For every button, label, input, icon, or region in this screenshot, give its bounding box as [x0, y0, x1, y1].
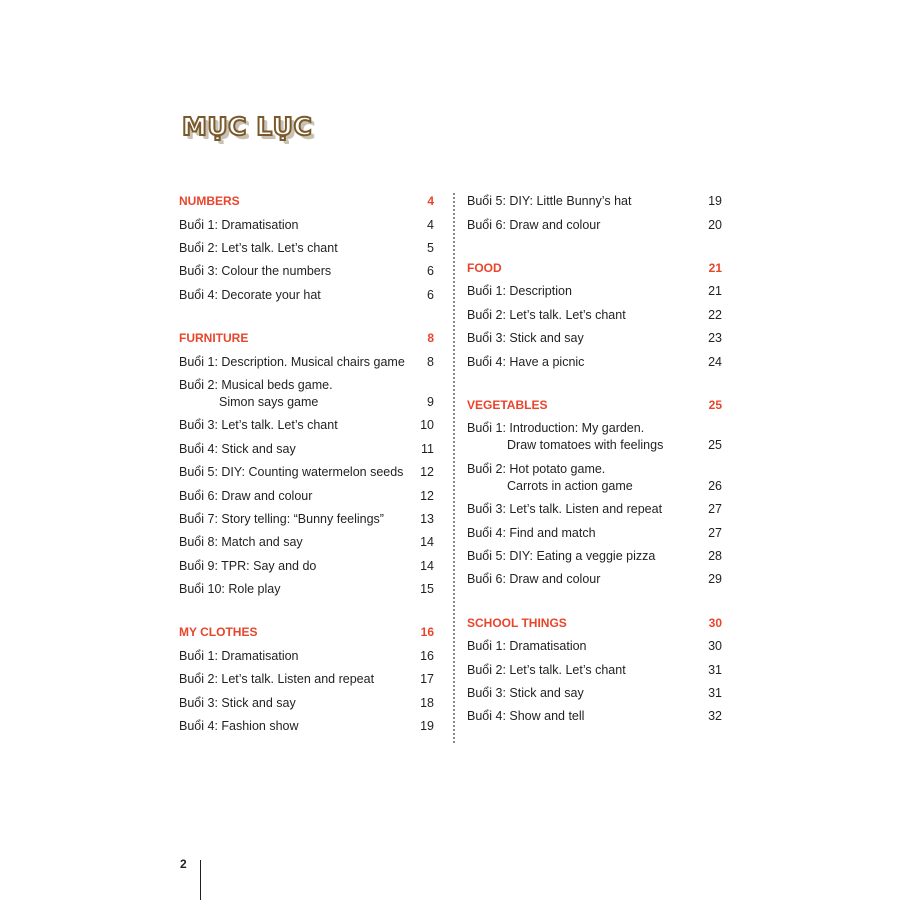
entry-title: Buổi 2: Musical beds game. [179, 378, 333, 393]
entry-title: Buổi 6: Draw and colour [179, 488, 313, 503]
entry-title: Buổi 5: DIY: Eating a veggie pizza [467, 548, 656, 563]
toc-entry [179, 484, 434, 507]
entry-text-block [467, 283, 572, 300]
entry-title: Buổi 3: Stick and say [179, 695, 296, 710]
entry-text-block [467, 330, 584, 347]
toc-section [179, 190, 434, 307]
entry-title: Buổi 1: Dramatisation [179, 648, 299, 663]
entry-text-block [467, 420, 663, 454]
toc-entry [467, 350, 722, 373]
entry-page: 31 [708, 662, 722, 677]
toc-entry [179, 351, 434, 374]
toc-entry [179, 555, 434, 578]
entry-page: 6 [427, 264, 434, 279]
entry-page: 28 [708, 548, 722, 563]
entry-title: Buổi 1: Description. Musical chairs game [179, 354, 405, 369]
toc-entry [467, 568, 722, 591]
entry-page: 22 [708, 307, 722, 322]
entry-page: 17 [420, 672, 434, 687]
entry-page: 19 [420, 719, 434, 734]
section-heading [467, 257, 722, 281]
entry-text-block [179, 354, 405, 371]
entry-page: 20 [708, 217, 722, 232]
section-page: 4 [427, 194, 434, 208]
entry-title-continued: Simon says game [219, 395, 319, 410]
toc-entry [467, 658, 722, 681]
page-number: 2 [180, 857, 187, 871]
section-page: 8 [427, 331, 434, 345]
entry-page: 14 [420, 558, 434, 573]
toc-entry [179, 438, 434, 461]
entry-text-block [467, 685, 584, 702]
entry-page: 14 [420, 535, 434, 550]
toc-section [179, 327, 434, 601]
entry-page: 5 [427, 241, 434, 256]
page-number-rule [200, 860, 201, 900]
entry-page: 9 [427, 395, 434, 410]
toc-entry [179, 214, 434, 237]
toc-entry [179, 692, 434, 715]
toc-section [467, 394, 722, 592]
entry-text-block [179, 417, 338, 434]
section-heading [179, 190, 434, 214]
entry-page: 27 [708, 525, 722, 540]
entry-title: Buổi 8: Match and say [179, 535, 303, 550]
entry-title: Buổi 6: Draw and colour [467, 217, 601, 232]
entry-title: Buổi 2: Let’s talk. Let’s chant [179, 241, 338, 256]
toc-entry [179, 715, 434, 738]
entry-title: Buổi 5: DIY: Little Bunny’s hat [467, 194, 632, 209]
column-divider [453, 193, 455, 743]
toc-entry [179, 461, 434, 484]
toc-entry [467, 458, 722, 498]
entry-title: Buổi 4: Show and tell [467, 709, 585, 724]
entry-title: Buổi 4: Stick and say [179, 441, 296, 456]
entry-title: Buổi 1: Introduction: My garden. [467, 421, 645, 436]
section-page: 25 [708, 397, 722, 412]
section-page: 21 [708, 260, 722, 275]
entry-page: 16 [420, 648, 434, 663]
entry-text-block [179, 671, 374, 688]
entry-text-block [467, 662, 626, 679]
toc-entry [467, 682, 722, 705]
toc-entry [467, 280, 722, 303]
entry-page: 12 [420, 488, 434, 503]
entry-title: Buổi 5: DIY: Counting watermelon seeds [179, 465, 404, 480]
entry-title: Buổi 1: Dramatisation [179, 217, 299, 232]
section-title: FOOD [467, 260, 502, 275]
toc-section [467, 612, 722, 729]
toc-entry [179, 668, 434, 691]
entry-text-block [179, 287, 321, 304]
entry-page: 10 [420, 418, 434, 433]
entry-text-block [179, 511, 384, 528]
entry-title: Buổi 10: Role play [179, 582, 281, 597]
entry-title: Buổi 9: TPR: Say and do [179, 558, 317, 573]
toc-entry [467, 635, 722, 658]
entry-text-block [179, 648, 299, 665]
toc-entry [179, 374, 434, 414]
entry-text-block [179, 217, 299, 234]
entry-page: 26 [708, 478, 722, 493]
entry-title: Buổi 3: Colour the numbers [179, 264, 332, 279]
toc-section [467, 190, 722, 237]
entry-page: 25 [708, 438, 722, 453]
entry-text-block [179, 263, 331, 280]
entry-page: 23 [708, 331, 722, 346]
entry-title: Buổi 4: Have a picnic [467, 354, 585, 369]
section-title: NUMBERS [179, 194, 240, 208]
toc-entry [467, 417, 722, 457]
entry-title-continued: Draw tomatoes with feelings [507, 438, 664, 453]
entry-text-block [179, 581, 280, 598]
entry-text-block [179, 464, 403, 481]
entry-text-block [467, 193, 631, 210]
section-heading [179, 327, 434, 351]
toc-entry [467, 190, 722, 213]
section-heading [179, 621, 434, 645]
section-heading [467, 394, 722, 418]
entry-page: 31 [708, 685, 722, 700]
toc-entry [179, 645, 434, 668]
toc-entry [467, 498, 722, 521]
entry-title: Buổi 2: Let’s talk. Let’s chant [467, 662, 626, 677]
section-title: VEGETABLES [467, 397, 548, 412]
entry-title: Buổi 4: Find and match [467, 525, 596, 540]
entry-page: 29 [708, 572, 722, 587]
toc-section [179, 621, 434, 738]
entry-text-block [467, 307, 626, 324]
toc-entry [467, 545, 722, 568]
toc-left-column [179, 190, 434, 758]
entry-text-block [467, 548, 655, 565]
entry-title: Buổi 3: Let’s talk. Listen and repeat [467, 502, 663, 517]
section-page: 16 [420, 625, 434, 640]
entry-title: Buổi 4: Decorate your hat [179, 287, 321, 302]
entry-title: Buổi 2: Let’s talk. Listen and repeat [179, 672, 375, 687]
entry-title: Buổi 1: Dramatisation [467, 639, 587, 654]
toc-entry [467, 213, 722, 236]
entry-page: 12 [420, 465, 434, 480]
entry-page: 6 [427, 287, 434, 302]
entry-page: 18 [420, 695, 434, 710]
entry-title: Buổi 2: Let’s talk. Let’s chant [467, 307, 626, 322]
entry-title: Buổi 3: Stick and say [467, 685, 584, 700]
entry-title: Buổi 1: Description [467, 284, 572, 299]
entry-page: 15 [420, 582, 434, 597]
section-title: FURNITURE [179, 331, 249, 345]
entry-page: 21 [708, 284, 722, 299]
entry-title: Buổi 6: Draw and colour [467, 572, 601, 587]
entry-page: 27 [708, 502, 722, 517]
toc-entry [179, 508, 434, 531]
entry-page: 8 [427, 354, 434, 369]
entry-title: Buổi 3: Let’s talk. Let’s chant [179, 418, 338, 433]
section-title: MY CLOTHES [179, 625, 258, 640]
toc-right-column [467, 190, 722, 749]
entry-title: Buổi 4: Fashion show [179, 719, 299, 734]
toc-entry [467, 705, 722, 728]
toc-entry [179, 237, 434, 260]
entry-text-block [467, 217, 600, 234]
section-heading [467, 612, 722, 636]
toc-entry [467, 521, 722, 544]
entry-title: Buổi 2: Hot potato game. [467, 461, 606, 476]
toc-section [467, 257, 722, 374]
entry-page: 13 [420, 511, 434, 526]
entry-text-block [467, 638, 587, 655]
entry-text-block [179, 240, 338, 257]
entry-title: Buổi 3: Stick and say [467, 331, 584, 346]
section-title: SCHOOL THINGS [467, 615, 567, 630]
entry-text-block [179, 558, 316, 575]
toc-entry [179, 531, 434, 554]
entry-text-block [179, 441, 296, 458]
entry-text-block [467, 501, 662, 518]
entry-page: 30 [708, 639, 722, 654]
toc-entry [467, 327, 722, 350]
entry-page: 19 [708, 194, 722, 209]
entry-page: 11 [421, 441, 434, 456]
entry-text-block [467, 571, 600, 588]
toc-entry [467, 304, 722, 327]
entry-page: 4 [427, 217, 434, 232]
section-page: 30 [708, 615, 722, 630]
entry-page: 24 [708, 354, 722, 369]
toc-entry [179, 414, 434, 437]
entry-text-block [467, 461, 633, 495]
entry-text-block [179, 718, 299, 735]
entry-text-block [179, 488, 312, 505]
page-title: MỤC LỤC [182, 112, 313, 141]
entry-title: Buổi 7: Story telling: “Bunny feelings” [179, 511, 384, 526]
toc-entry [179, 284, 434, 307]
entry-title-continued: Carrots in action game [507, 478, 633, 493]
entry-text-block [179, 534, 303, 551]
toc-entry [179, 260, 434, 283]
entry-text-block [467, 525, 596, 542]
entry-text-block [467, 354, 584, 371]
entry-text-block [179, 695, 296, 712]
entry-text-block [467, 708, 584, 725]
entry-text-block [179, 377, 333, 411]
toc-entry [179, 578, 434, 601]
entry-page: 32 [708, 709, 722, 724]
